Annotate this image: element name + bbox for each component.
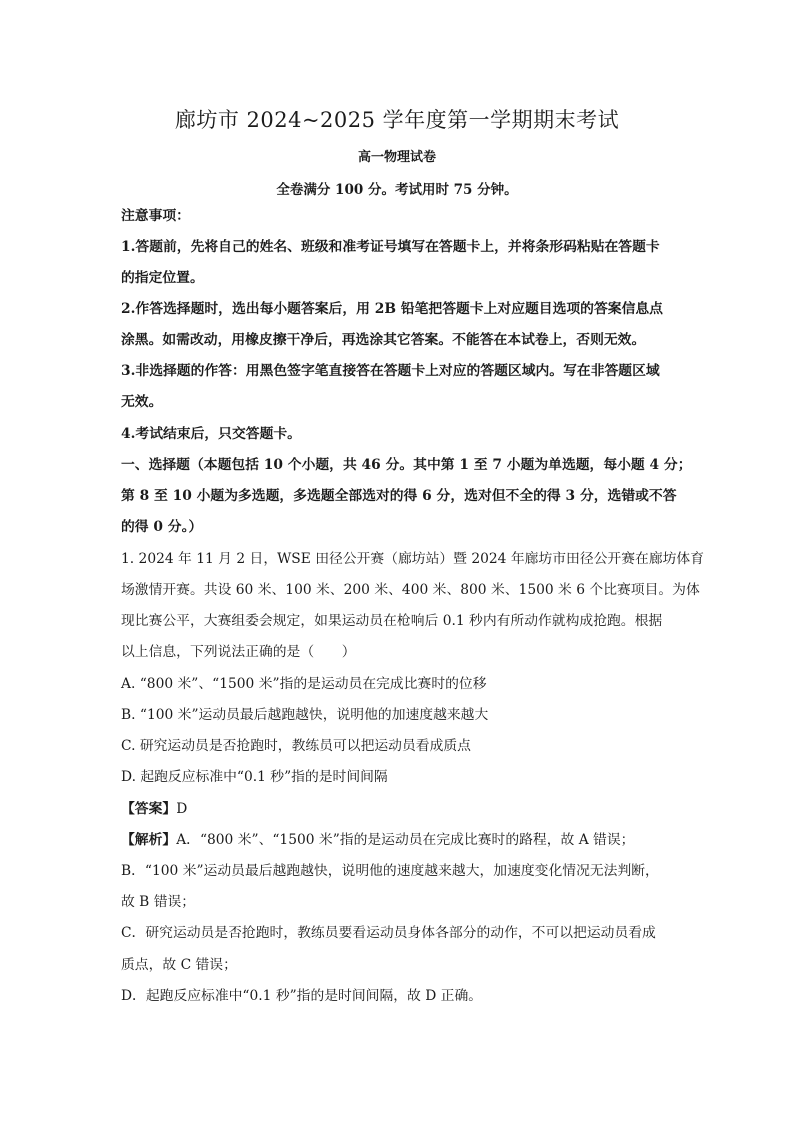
section-instruction: 的得 0 分。） [121, 519, 203, 535]
analysis-line: C．研究运动员是否抢跑时，教练员要看运动员身体各部分的动作，不可以把运动员看成 [121, 925, 656, 941]
analysis-line: 质点，故 C 错误； [121, 957, 237, 973]
notice-line: 无效。 [121, 394, 163, 410]
exam-title: 廊坊市 2024~2025 学年度第一学期期末考试 [174, 108, 620, 132]
analysis-line: 故 B 错误； [121, 894, 196, 910]
answer-line [121, 799, 187, 819]
option-b: B. “100 米”运动员最后越跑越快，说明他的加速度越来越大 [121, 707, 489, 723]
answer-tag: 【答案】 [121, 801, 177, 817]
answer-value: D [176, 801, 188, 817]
analysis-tag: 【解析】 [121, 832, 177, 848]
analysis-line: D．起跑反应标准中“0.1 秒”指的是时间间隔，故 D 正确。 [121, 988, 483, 1004]
question-stem: 1. 2024 年 11 月 2 日，WSE 田径公开赛（廊坊站）暨 2024 年廊坊市田径公开赛在廊坊体育 [121, 551, 705, 567]
section-instruction: 第 8 至 10 小题为多选题，多选题全部选对的得 6 分，选对但不全的得 3 分，选错或不答 [121, 488, 677, 504]
notice-line: 3.非选择题的作答：用黑色签字笔直接答在答题卡上对应的答题区域内。写在非答题区域 [121, 363, 660, 379]
option-c: C. 研究运动员是否抢跑时，教练员可以把运动员看成质点 [121, 738, 471, 754]
option-d: D. 起跑反应标准中“0.1 秒”指的是时间间隔 [121, 769, 388, 785]
score-info: 全卷满分 100 分。考试用时 75 分钟。 [276, 182, 518, 198]
option-a: A. “800 米”、“1500 米”指的是运动员在完成比赛时的位移 [121, 676, 487, 692]
notice-line: 涂黑。如需改动，用橡皮擦干净后，再选涂其它答案。不能答在本试卷上，否则无效。 [121, 332, 646, 348]
analysis-line [121, 830, 634, 850]
notice-line: 4.考试结束后，只交答题卡。 [121, 426, 301, 442]
question-stem: 现比赛公平，大赛组委会规定，如果运动员在枪响后 0.1 秒内有所动作就构成抢跑。根据 [121, 613, 663, 629]
question-stem: 场激情开赛。共设 60 米、100 米、200 米、400 米、800 米、1500 米 6 个比赛项目。为体 [121, 582, 700, 598]
analysis-text: A．“800 米”、“1500 米”指的是运动员在完成比赛时的路程，故 A 错误； [176, 832, 635, 848]
section-instruction: 一、选择题（本题包括 10 个小题，共 46 分。其中第 1 至 7 小题为单选题，每小题 4 分； [121, 457, 692, 473]
notice-line: 1.答题前，先将自己的姓名、班级和准考证号填写在答题卡上，并将条形码粘贴在答题卡 [121, 239, 660, 255]
question-stem: 以上信息，下列说法正确的是（ ） [121, 644, 356, 660]
notice-line: 2.作答选择题时，选出每小题答案后，用 2B 铅笔把答题卡上对应题目选项的答案信息点 [121, 301, 663, 317]
analysis-line: B．“100 米”运动员最后越跑越快，说明他的速度越来越大，加速度变化情况无法判断， [121, 863, 659, 879]
exam-subtitle: 高一物理试卷 [357, 150, 436, 165]
notice-line: 的指定位置。 [121, 270, 204, 286]
notice-heading: 注意事项： [121, 208, 190, 224]
